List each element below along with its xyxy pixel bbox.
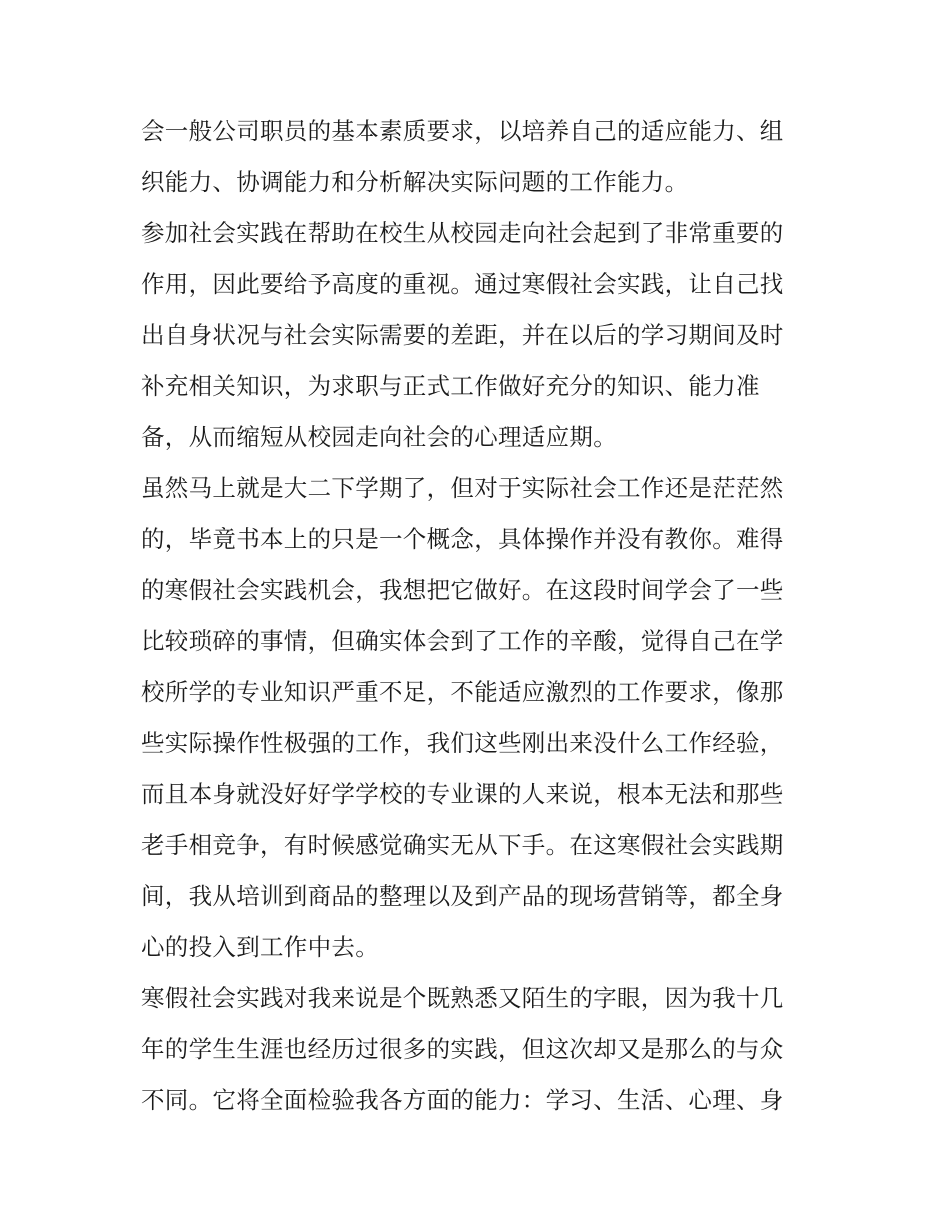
text-line: 老手相竞争，有时候感觉确实无从下手。在这寒假社会实践期	[141, 831, 784, 859]
text-line: 年的学生生涯也经历过很多的实践，但这次却又是那么的与众	[141, 1035, 784, 1063]
text-line: 备，从而缩短从校园走向社会的心理适应期。	[141, 423, 617, 451]
text-line: 的，毕竟书本上的只是一个概念，具体操作并没有教你。难得	[141, 525, 784, 553]
text-line: 出自身状况与社会实际需要的差距，并在以后的学习期间及时	[141, 321, 784, 349]
text-line: 些实际操作性极强的工作，我们这些刚出来没什么工作经验，	[141, 729, 784, 757]
text-line: 作用，因此要给予高度的重视。通过寒假社会实践，让自己找	[141, 270, 784, 298]
text-line: 心的投入到工作中去。	[141, 933, 379, 961]
text-line: 虽然马上就是大二下学期了，但对于实际社会工作还是茫茫然	[141, 474, 784, 502]
text-line: 参加社会实践在帮助在校生从校园走向社会起到了非常重要的	[141, 219, 784, 247]
text-line: 比较琐碎的事情，但确实体会到了工作的辛酸，觉得自己在学	[141, 627, 784, 655]
text-line: 校所学的专业知识严重不足，不能适应激烈的工作要求，像那	[141, 678, 784, 706]
text-line: 不同。它将全面检验我各方面的能力：学习、生活、心理、身	[141, 1086, 784, 1114]
text-line: 会一般公司职员的基本素质要求，以培养自己的适应能力、组	[141, 117, 784, 145]
text-line: 寒假社会实践对我来说是个既熟悉又陌生的字眼，因为我十几	[141, 984, 784, 1012]
text-line: 的寒假社会实践机会，我想把它做好。在这段时间学会了一些	[141, 576, 784, 604]
text-line: 而且本身就没好好学学校的专业课的人来说，根本无法和那些	[141, 780, 784, 808]
document-body	[141, 106, 821, 1126]
text-line: 织能力、协调能力和分析解决实际问题的工作能力。	[141, 168, 689, 196]
text-line: 间，我从培训到商品的整理以及到产品的现场营销等，都全身	[141, 882, 784, 910]
text-line: 补充相关知识，为求职与正式工作做好充分的知识、能力准	[141, 372, 760, 400]
